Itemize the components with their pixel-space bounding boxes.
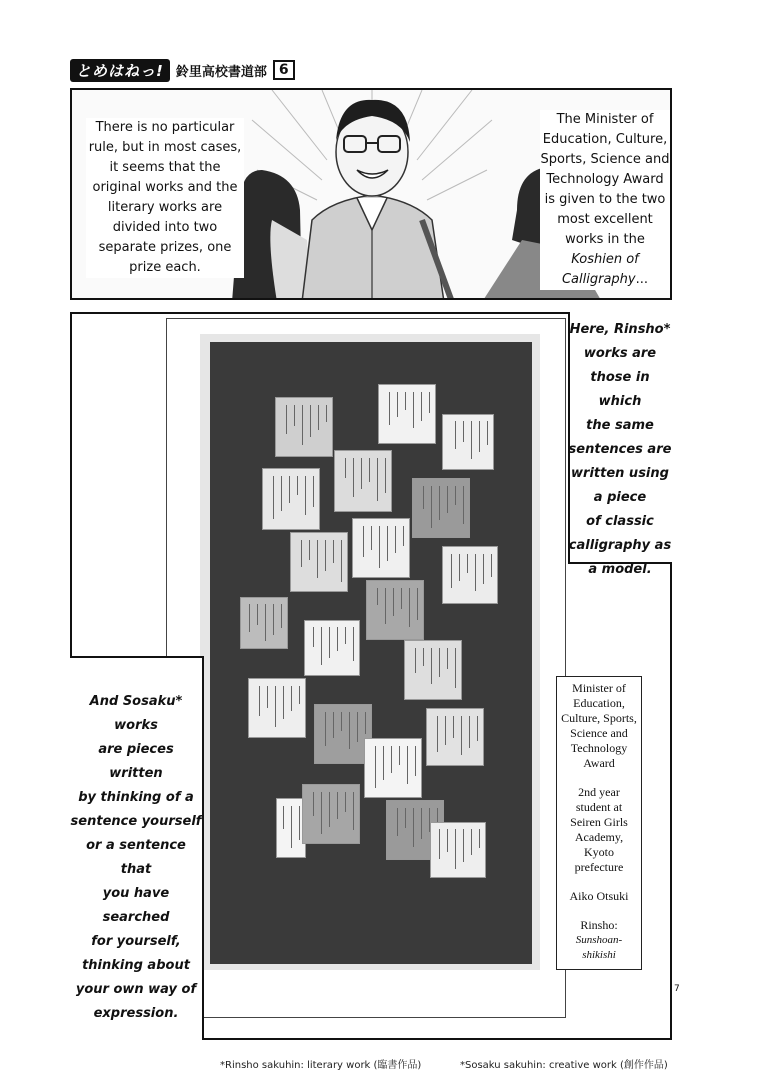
sosaku-caption: And Sosaku* works are pieces written by thinking of a sentence yourself or a sentence that you have searched for yourself, thinking about your own way of expression.: [70, 694, 202, 1021]
calligraphy-card: [442, 546, 498, 604]
calligraphy-stroke: [431, 486, 432, 528]
calligraphy-stroke: [326, 405, 327, 422]
calligraphy-stroke: [471, 829, 472, 855]
calligraphy-stroke: [341, 540, 342, 582]
calligraphy-stroke: [353, 792, 354, 830]
calligraphy-stroke: [463, 829, 464, 862]
calligraphy-stroke: [257, 604, 258, 625]
calligraphy-stroke: [283, 686, 284, 719]
calligraphy-stroke: [345, 792, 346, 812]
calligraphy-card: [248, 678, 306, 738]
calligraphy-stroke: [275, 686, 276, 727]
calligraphy-stroke: [407, 746, 408, 784]
student-name: Aiko Otsuki: [569, 889, 629, 903]
calligraphy-stroke: [305, 476, 306, 514]
calligraphy-stroke: [387, 526, 388, 561]
calligraphy-stroke: [377, 588, 378, 605]
calligraphy-stroke: [302, 405, 303, 445]
calligraphy-stroke: [413, 392, 414, 429]
calligraphy-card: [378, 384, 436, 444]
footnote-sosaku: *Sosaku sakuhin: creative work (創作作品): [460, 1060, 668, 1071]
calligraphy-stroke: [337, 627, 338, 650]
calligraphy-stroke: [421, 392, 422, 421]
calligraphy-stroke: [389, 392, 390, 425]
calligraphy-stroke: [318, 405, 319, 430]
calligraphy-stroke: [479, 421, 480, 452]
calligraphy-display-board: [210, 342, 532, 964]
calligraphy-stroke: [299, 686, 300, 704]
calligraphy-stroke: [439, 486, 440, 520]
calligraphy-stroke: [363, 526, 364, 557]
calligraphy-stroke: [321, 792, 322, 834]
student-info: 2nd year student at Seiren Girls Academy, Kyoto prefecture: [570, 785, 628, 874]
calligraphy-stroke: [313, 792, 314, 816]
calligraphy-stroke: [383, 746, 384, 780]
award-info-box: [556, 676, 642, 970]
calligraphy-stroke: [453, 716, 454, 738]
calligraphy-stroke: [423, 648, 424, 666]
calligraphy-stroke: [281, 476, 282, 511]
calligraphy-stroke: [431, 648, 432, 685]
calligraphy-stroke: [399, 746, 400, 765]
calligraphy-stroke: [455, 829, 456, 869]
calligraphy-card: [404, 640, 462, 700]
calligraphy-stroke: [297, 476, 298, 495]
calligraphy-stroke: [329, 627, 330, 657]
calligraphy-stroke: [267, 686, 268, 708]
calligraphy-stroke: [397, 392, 398, 418]
calligraphy-stroke: [455, 648, 456, 688]
award-name: Minister of Education, Culture, Sports, Science and Technology Award: [561, 681, 637, 770]
calligraphy-card: [352, 518, 410, 578]
calligraphy-stroke: [317, 540, 318, 578]
calligraphy-stroke: [385, 588, 386, 624]
calligraphy-card: [290, 532, 348, 592]
calligraphy-stroke: [417, 588, 418, 620]
calligraphy-stroke: [283, 806, 284, 829]
calligraphy-stroke: [365, 712, 366, 734]
calligraphy-stroke: [405, 808, 406, 828]
calligraphy-stroke: [310, 405, 311, 437]
calligraphy-stroke: [313, 627, 314, 647]
calligraphy-stroke: [461, 716, 462, 756]
calligraphy-stroke: [333, 540, 334, 563]
calligraphy-stroke: [345, 458, 346, 478]
calligraphy-stroke: [291, 686, 292, 712]
calligraphy-card: [426, 708, 484, 766]
calligraphy-stroke: [273, 604, 274, 635]
calligraphy-stroke: [487, 421, 488, 445]
calligraphy-stroke: [483, 554, 484, 584]
calligraphy-stroke: [397, 808, 398, 836]
calligraphy-stroke: [477, 716, 478, 741]
calligraphy-stroke: [439, 829, 440, 859]
calligraphy-stroke: [405, 392, 406, 410]
calligraphy-stroke: [439, 648, 440, 677]
rinsho-work-title: Sunshoan- shikishi: [575, 934, 623, 961]
calligraphy-stroke: [345, 627, 346, 643]
calligraphy-stroke: [423, 486, 424, 509]
calligraphy-stroke: [415, 746, 416, 776]
calligraphy-card: [334, 450, 392, 512]
calligraphy-stroke: [313, 476, 314, 507]
calligraphy-card: [366, 580, 424, 640]
calligraphy-stroke: [415, 648, 416, 674]
calligraphy-stroke: [291, 806, 292, 848]
calligraphy-stroke: [409, 588, 410, 627]
calligraphy-stroke: [395, 526, 396, 553]
calligraphy-stroke: [377, 458, 378, 501]
calligraphy-card: [304, 620, 360, 676]
calligraphy-stroke: [463, 486, 464, 524]
calligraphy-card: [430, 822, 486, 878]
rinsho-label: Rinsho:: [580, 918, 618, 932]
calligraphy-stroke: [475, 554, 476, 592]
calligraphy-stroke: [289, 476, 290, 503]
calligraphy-stroke: [259, 686, 260, 716]
calligraphy-stroke: [467, 554, 468, 574]
calligraphy-stroke: [447, 648, 448, 669]
calligraphy-stroke: [286, 405, 287, 434]
calligraphy-stroke: [491, 554, 492, 577]
page-number: 7: [674, 984, 680, 994]
footnote-rinsho: *Rinsho sakuhin: literary work (臨書作品): [220, 1060, 422, 1071]
calligraphy-card: [442, 414, 494, 470]
top-right-caption-italic: Koshien of Calligraphy: [561, 252, 639, 287]
calligraphy-stroke: [393, 588, 394, 616]
calligraphy-card: [412, 478, 470, 538]
calligraphy-stroke: [281, 604, 282, 628]
calligraphy-stroke: [413, 808, 414, 847]
top-right-caption: [540, 110, 670, 290]
calligraphy-stroke: [249, 604, 250, 632]
top-right-caption-text: The Minister of Education, Culture, Sports, Science and Technology Award is given to the two most excellent works in the: [540, 112, 670, 247]
calligraphy-stroke: [379, 526, 380, 568]
calligraphy-stroke: [299, 806, 300, 840]
calligraphy-stroke: [357, 712, 358, 742]
calligraphy-card: [275, 397, 333, 457]
calligraphy-stroke: [294, 405, 295, 426]
top-left-caption: There is no particular rule, but in most cases, it seems that the original works and the literary works are divided into two separate prizes, one prize each.: [86, 118, 244, 278]
calligraphy-stroke: [459, 554, 460, 581]
volume-number: 6: [273, 60, 295, 80]
calligraphy-stroke: [325, 540, 326, 571]
calligraphy-stroke: [385, 458, 386, 493]
calligraphy-stroke: [479, 829, 480, 848]
calligraphy-stroke: [445, 716, 446, 745]
calligraphy-stroke: [321, 627, 322, 664]
calligraphy-stroke: [375, 746, 376, 788]
top-right-caption-end: ...: [635, 272, 649, 287]
calligraphy-stroke: [353, 627, 354, 660]
series-logo: [70, 60, 295, 80]
calligraphy-stroke: [333, 712, 334, 738]
calligraphy-stroke: [403, 526, 404, 546]
calligraphy-stroke: [309, 540, 310, 560]
calligraphy-card: [364, 738, 422, 798]
calligraphy-stroke: [447, 486, 448, 513]
calligraphy-stroke: [353, 458, 354, 497]
series-subtitle: 鈴里高校書道部: [175, 64, 267, 80]
calligraphy-stroke: [301, 540, 302, 567]
calligraphy-card: [262, 468, 320, 530]
calligraphy-stroke: [329, 792, 330, 827]
calligraphy-stroke: [341, 712, 342, 731]
series-brand: とめはねっ!: [70, 59, 170, 82]
calligraphy-stroke: [463, 421, 464, 442]
calligraphy-stroke: [437, 716, 438, 752]
calligraphy-stroke: [371, 526, 372, 550]
calligraphy-stroke: [421, 808, 422, 839]
calligraphy-stroke: [325, 712, 326, 746]
calligraphy-stroke: [391, 746, 392, 773]
calligraphy-stroke: [455, 421, 456, 449]
calligraphy-stroke: [337, 792, 338, 819]
calligraphy-stroke: [361, 458, 362, 489]
calligraphy-stroke: [471, 421, 472, 459]
calligraphy-stroke: [265, 604, 266, 641]
calligraphy-stroke: [451, 554, 452, 588]
calligraphy-stroke: [429, 392, 430, 413]
calligraphy-stroke: [369, 458, 370, 481]
calligraphy-stroke: [455, 486, 456, 505]
rinsho-caption: Here, Rinsho* works are those in which the same sentences are written using a piece of classic calligraphy as a model.: [568, 322, 672, 577]
calligraphy-stroke: [349, 712, 350, 749]
calligraphy-stroke: [447, 829, 448, 852]
calligraphy-card: [240, 597, 288, 649]
calligraphy-stroke: [273, 476, 274, 519]
calligraphy-stroke: [401, 588, 402, 609]
calligraphy-stroke: [469, 716, 470, 748]
calligraphy-card: [302, 784, 360, 844]
